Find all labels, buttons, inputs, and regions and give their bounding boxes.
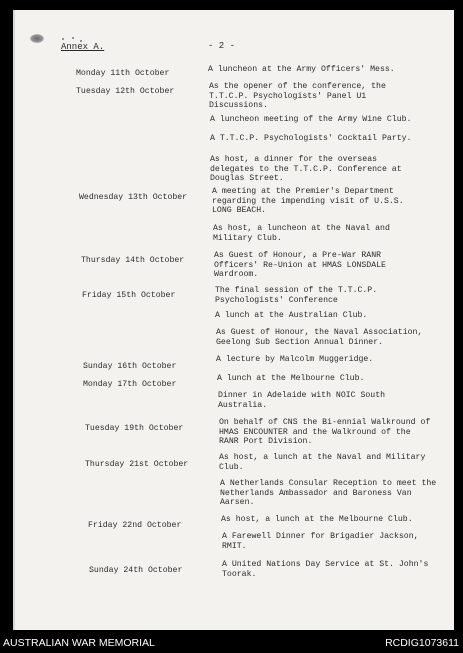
punch-hole: [30, 34, 44, 43]
entry-text: As host, a dinner for the overseas delegates to the T.T.C.P. Conference at Douglas Street.: [210, 155, 402, 184]
footer-bar: [0, 631, 463, 653]
entry-text: As host, a lunch at the Naval and Military Club.: [219, 453, 426, 472]
entry-text: A Farewell Dinner for Brigadier Jackson, RMIT.: [222, 532, 419, 551]
date-label: Friday 22nd October: [88, 521, 182, 530]
entry-text: Dinner in Adelaide with NOIC South Australia.: [218, 391, 386, 410]
entry-text: A Netherlands Consular Reception to meet the Netherlands Ambassador and Baroness Van Aarsen.: [220, 479, 437, 508]
entry-text: As the opener of the conference, the T.T.C.P. Psychologists' Panel U1 Discussions.: [209, 82, 386, 111]
footer-record-id: RCDIG1073611: [385, 637, 459, 649]
speck: [72, 37, 74, 39]
date-label: Monday 11th October: [76, 69, 170, 78]
entry-text: A T.T.C.P. Psychologists' Cocktail Party.: [210, 134, 412, 143]
date-label: Wednesday 13th October: [79, 193, 188, 202]
date-label: Tuesday 12th October: [76, 87, 175, 96]
entry-text: As Guest of Honour, a Pre-War RANR Officers' Re-Union at HMAS LONSDALE Wardroom.: [214, 251, 386, 280]
entry-text: A lecture by Malcolm Muggeridge.: [216, 355, 374, 364]
entry-text: The final session of the T.T.C.P. Psychologists' Conference: [215, 286, 378, 305]
date-label: Thursday 21st October: [85, 460, 189, 469]
entry-text: As host, a lunch at the Melbourne Club.: [221, 515, 413, 524]
entry-text: A luncheon meeting of the Army Wine Club.: [210, 115, 412, 124]
page-number: - 2 -: [208, 41, 236, 51]
entry-text: A meeting at the Premier's Department regarding the impending visit of U.S.S. LONG BEACH.: [212, 187, 404, 216]
date-label: Monday 17th October: [83, 380, 177, 389]
footer-credit: AUSTRALIAN WAR MEMORIAL: [3, 637, 155, 649]
entry-text: A United Nations Day Service at St. John's Toorak.: [222, 560, 429, 579]
entry-text: A lunch at the Australian Club.: [215, 311, 368, 320]
page-edge: [13, 10, 15, 630]
date-label: Thursday 14th October: [81, 256, 185, 265]
entry-text: A luncheon at the Army Officers' Mess.: [208, 65, 395, 74]
entry-text: As Guest of Honour, the Naval Association, Geelong Sub Section Annual Dinner.: [216, 328, 423, 347]
date-label: Sunday 24th October: [89, 566, 183, 575]
date-label: Tuesday 19th October: [85, 424, 184, 433]
annex-label: Annex A.: [61, 42, 105, 52]
date-label: Sunday 16th October: [83, 362, 177, 371]
date-label: Friday 15th October: [82, 291, 176, 300]
entry-text: As host, a luncheon at the Naval and Military Club.: [213, 224, 390, 243]
entry-text: On behalf of CNS the Bi-ennial Walkround of HMAS ENCOUNTER and the Walkround of the RANR Port Division.: [219, 418, 431, 447]
entry-text: A lunch at the Melbourne Club.: [217, 374, 365, 383]
speck: [62, 38, 64, 40]
